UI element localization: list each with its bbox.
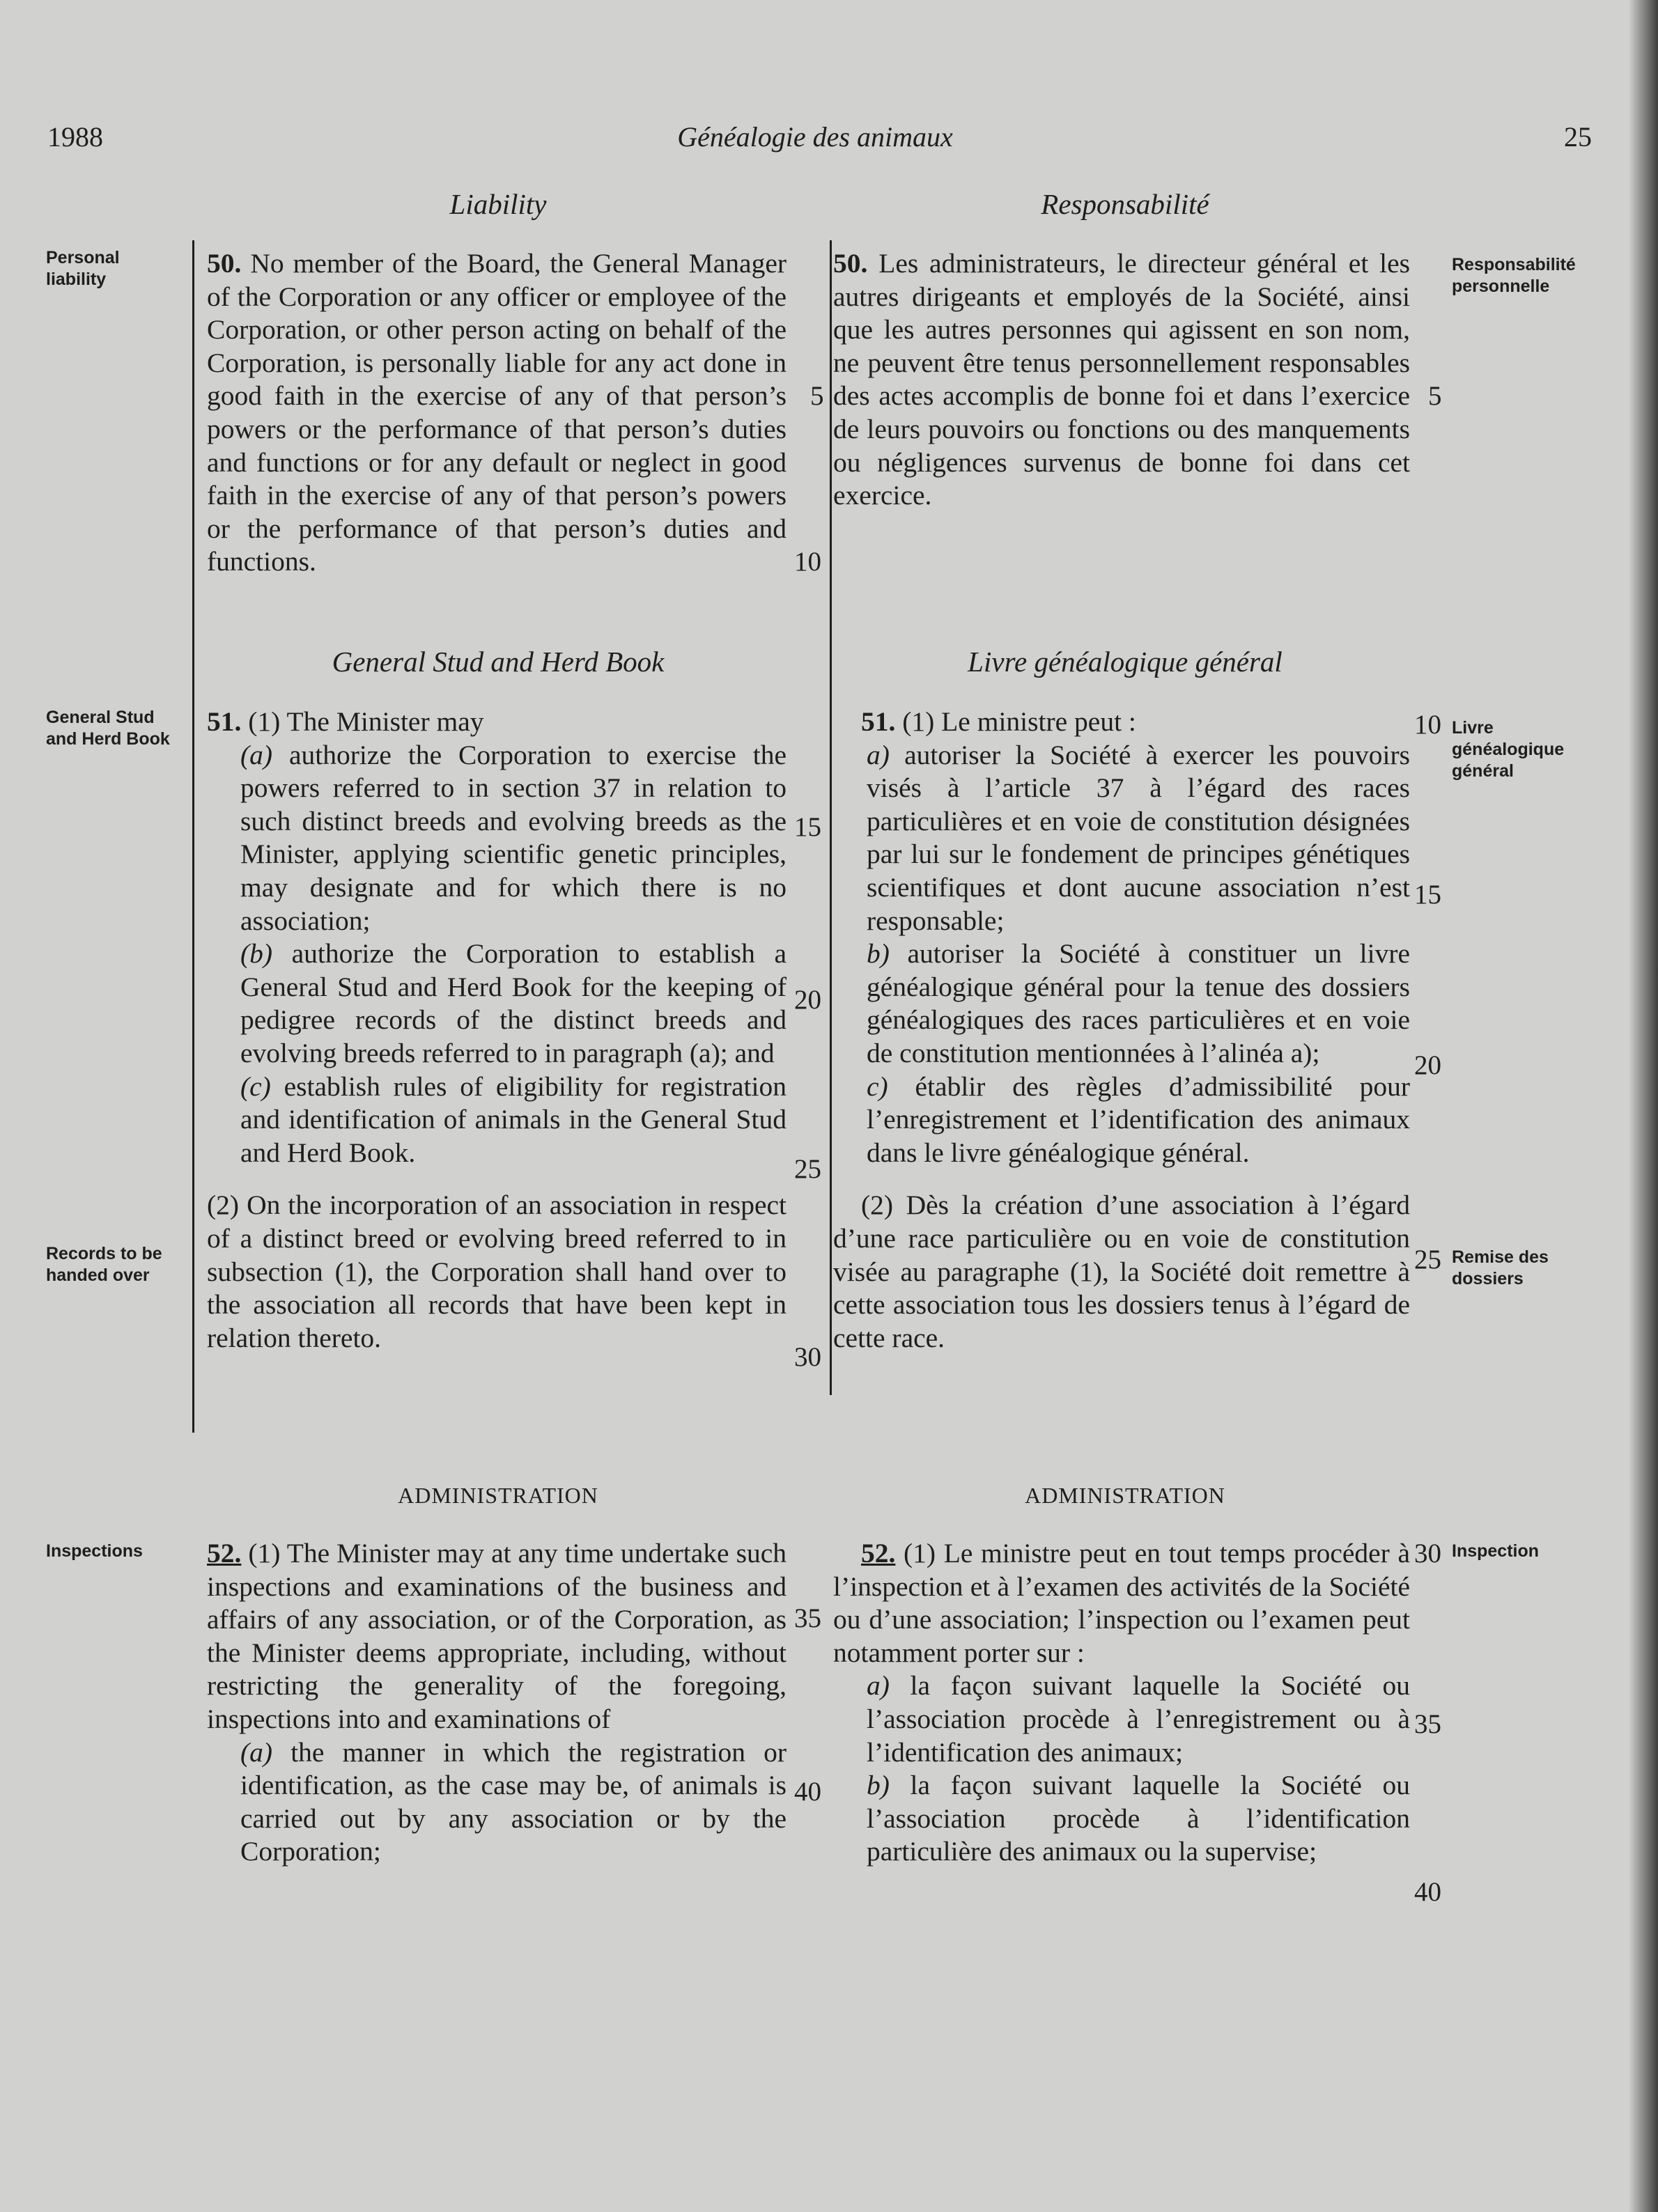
line-number-fr: 25 — [1414, 1245, 1441, 1275]
paragraph-text: autoriser la Société à exercer les pouvoirs visés à l’article 37 à l’égard des races particulières et en voie de constitution désignées par lui sur le fondement de principes génétiques scientifiques et dont aucune association n’est responsable; — [867, 739, 1410, 936]
heading-liability: Liability — [449, 188, 547, 220]
line-number-fr: 20 — [1414, 1050, 1441, 1080]
section-text: No member of the Board, the General Manager of the Corporation or any officer or employee of the Corporation, or other person acting on behalf of the Corporation, is personally liable for any act done in good faith in the exercise of any of that person’s powers or the performance of that person’s duties and functions or for any default or neglect in good faith in the exercise of any of that person’s powers or the performance of that person’s duties and functions. — [207, 248, 787, 577]
paragraph-label: b) — [867, 1770, 890, 1801]
line-number-fr: 30 — [1414, 1539, 1441, 1568]
subsection-2: (2) On the incorporation of an association in respect of a distinct breed or evolving breed referred to in subsection (1), the Corporation shall hand over to the association all records that have been kept in relation thereto. — [207, 1190, 787, 1353]
margin-note-responsabilite: Responsabilité personnelle — [1452, 255, 1576, 296]
paragraph-label: a) — [867, 739, 890, 770]
line-number-fr: 10 — [1414, 710, 1441, 740]
paragraph-text: la façon suivant laquelle la Société ou l’association procède à l’identification particulière des animaux ou la supervise; — [867, 1770, 1410, 1867]
paragraph-label: b) — [867, 938, 890, 969]
center-column-rule — [830, 240, 832, 1395]
paragraph-text: établir des règles d’admissibilité pour l’enregistrement et l’identification des animaux dans le livre généalogique général. — [867, 1070, 1411, 1168]
heading-responsabilite: Responsabilité — [1041, 188, 1209, 220]
paragraph-a — [833, 739, 1410, 938]
heading-administration-fr: ADMINISTRATION — [1025, 1483, 1225, 1508]
section-text: Les administrateurs, le directeur général et les autres dirigeants et employés de la Société, ainsi que les autres personnes qui agissent en son nom, ne peuvent être tenus personnellement responsables des actes accomplis de bonne foi et dans l’exercice de leurs pouvoirs ou fonctions ou des manquements ou négligences survenus de bonne foi dans cet exercice. — [833, 248, 1410, 511]
paragraph-text: authorize the Corporation to exercise the powers referred to in section 37 in relation to such distinct breeds and evolving breeds as the Minister, applying scientific genetic principles, may designate and for which there is no association; — [240, 739, 787, 936]
line-number-en: 15 — [794, 812, 821, 842]
paragraph-b — [207, 937, 787, 1070]
section-number: 50. — [833, 248, 868, 279]
line-number-en: 35 — [794, 1603, 821, 1633]
margin-note-remise: Remise des dossiers — [1452, 1247, 1549, 1288]
heading-administration-en: ADMINISTRATION — [398, 1483, 598, 1508]
subsection-2: (2) Dès la création d’une association à l’égard d’une race particulière ou en voie de constitution visée au paragraphe (1), la Société doit remettre à cette association tous les dossiers tenus à l’égard de cette race. — [833, 1190, 1410, 1353]
subsection-text: (1) Le ministre peut en tout temps procéder à l’inspection et à l’examen des activités de la Société ou d’une association; l’inspection ou l’examen peut notamment porter sur : — [833, 1538, 1411, 1668]
paragraph-b — [833, 937, 1410, 1070]
header-title: Généalogie des animaux — [677, 121, 953, 153]
paragraph-c — [833, 1070, 1410, 1170]
left-column-rule — [192, 240, 194, 1433]
line-number-en: 5 — [810, 381, 824, 411]
french-section-50 — [833, 247, 1410, 513]
line-number-en: 10 — [794, 547, 821, 577]
section-number: 52. — [861, 1538, 896, 1568]
subsection-text: (1) Le ministre peut : — [902, 706, 1136, 737]
paragraph-text: autoriser la Société à constituer un livre généalogique général pour la tenue des dossiers généalogiques des races particulières et en voie de constitution mentionnées à l’alinéa a); — [867, 938, 1411, 1068]
paragraph-text: authorize the Corporation to establish a General Stud and Herd Book for the keeping of pedigree records of the distinct breeds and evolving breeds referred to in paragraph (a); and — [240, 938, 787, 1068]
margin-note-general-stud: General Stud and Herd Book — [46, 708, 170, 749]
margin-note-records: Records to be handed over — [46, 1244, 162, 1285]
english-section-51 — [207, 706, 787, 1355]
english-section-52 — [207, 1537, 787, 1869]
section-number: 51. — [207, 706, 242, 737]
paragraph-a — [833, 1669, 1410, 1769]
subsection-text: (1) The Minister may — [248, 706, 484, 737]
margin-note-inspections: Inspections — [46, 1541, 143, 1561]
section-number: 52. — [207, 1538, 242, 1568]
line-number-fr: 15 — [1414, 880, 1441, 910]
heading-livre-genealogique: Livre généalogique général — [968, 646, 1283, 678]
margin-note-personal-liability: Personal liability — [46, 248, 120, 289]
paragraph-text: la façon suivant laquelle la Société ou l’association procède à l’enregistrement ou à l’identification des animaux; — [867, 1670, 1410, 1768]
paragraph-label: a) — [867, 1670, 890, 1701]
line-number-en: 30 — [794, 1342, 821, 1372]
paragraph-c — [207, 1070, 787, 1170]
paragraph-b — [833, 1769, 1410, 1869]
english-section-50 — [207, 247, 787, 579]
page-edge-shadow — [1629, 0, 1658, 2212]
subsection-text: (1) The Minister may at any time undertake such inspections and examinations of the business and affairs of any association, or of the Corporation, as the Minister deems appropriate, including, without restricting the generality of the foregoing, inspections into and examinations of — [207, 1538, 787, 1734]
paragraph-text: establish rules of eligibility for registration and identification of animals in the General Stud and Herd Book. — [240, 1070, 787, 1168]
margin-note-livre: Livre généalogique général — [1452, 718, 1565, 781]
paragraph-label: c) — [867, 1070, 888, 1102]
paragraph-a — [207, 739, 787, 938]
paragraph-label: (a) — [240, 739, 273, 770]
heading-general-stud: General Stud and Herd Book — [332, 646, 665, 678]
line-number-en: 25 — [794, 1154, 821, 1184]
line-number-en: 20 — [794, 985, 821, 1015]
paragraph-label: (b) — [240, 938, 273, 969]
line-number-en: 40 — [794, 1777, 821, 1807]
line-number-fr: 35 — [1414, 1709, 1441, 1739]
section-number: 50. — [207, 248, 242, 279]
paragraph-label: (a) — [240, 1736, 273, 1768]
section-number: 51. — [861, 706, 896, 737]
french-section-51 — [833, 706, 1410, 1355]
french-section-52 — [833, 1537, 1410, 1869]
margin-note-inspection: Inspection — [1452, 1541, 1540, 1561]
header-year: 1988 — [47, 121, 103, 153]
header-page-number: 25 — [1564, 121, 1592, 153]
paragraph-a — [207, 1736, 787, 1869]
line-number-fr: 40 — [1414, 1877, 1441, 1907]
paragraph-label: (c) — [240, 1070, 271, 1102]
paragraph-text: the manner in which the registration or identification, as the case may be, of animals is carried out by any association or by the Corporation; — [240, 1736, 787, 1867]
line-number-fr: 5 — [1428, 381, 1442, 411]
